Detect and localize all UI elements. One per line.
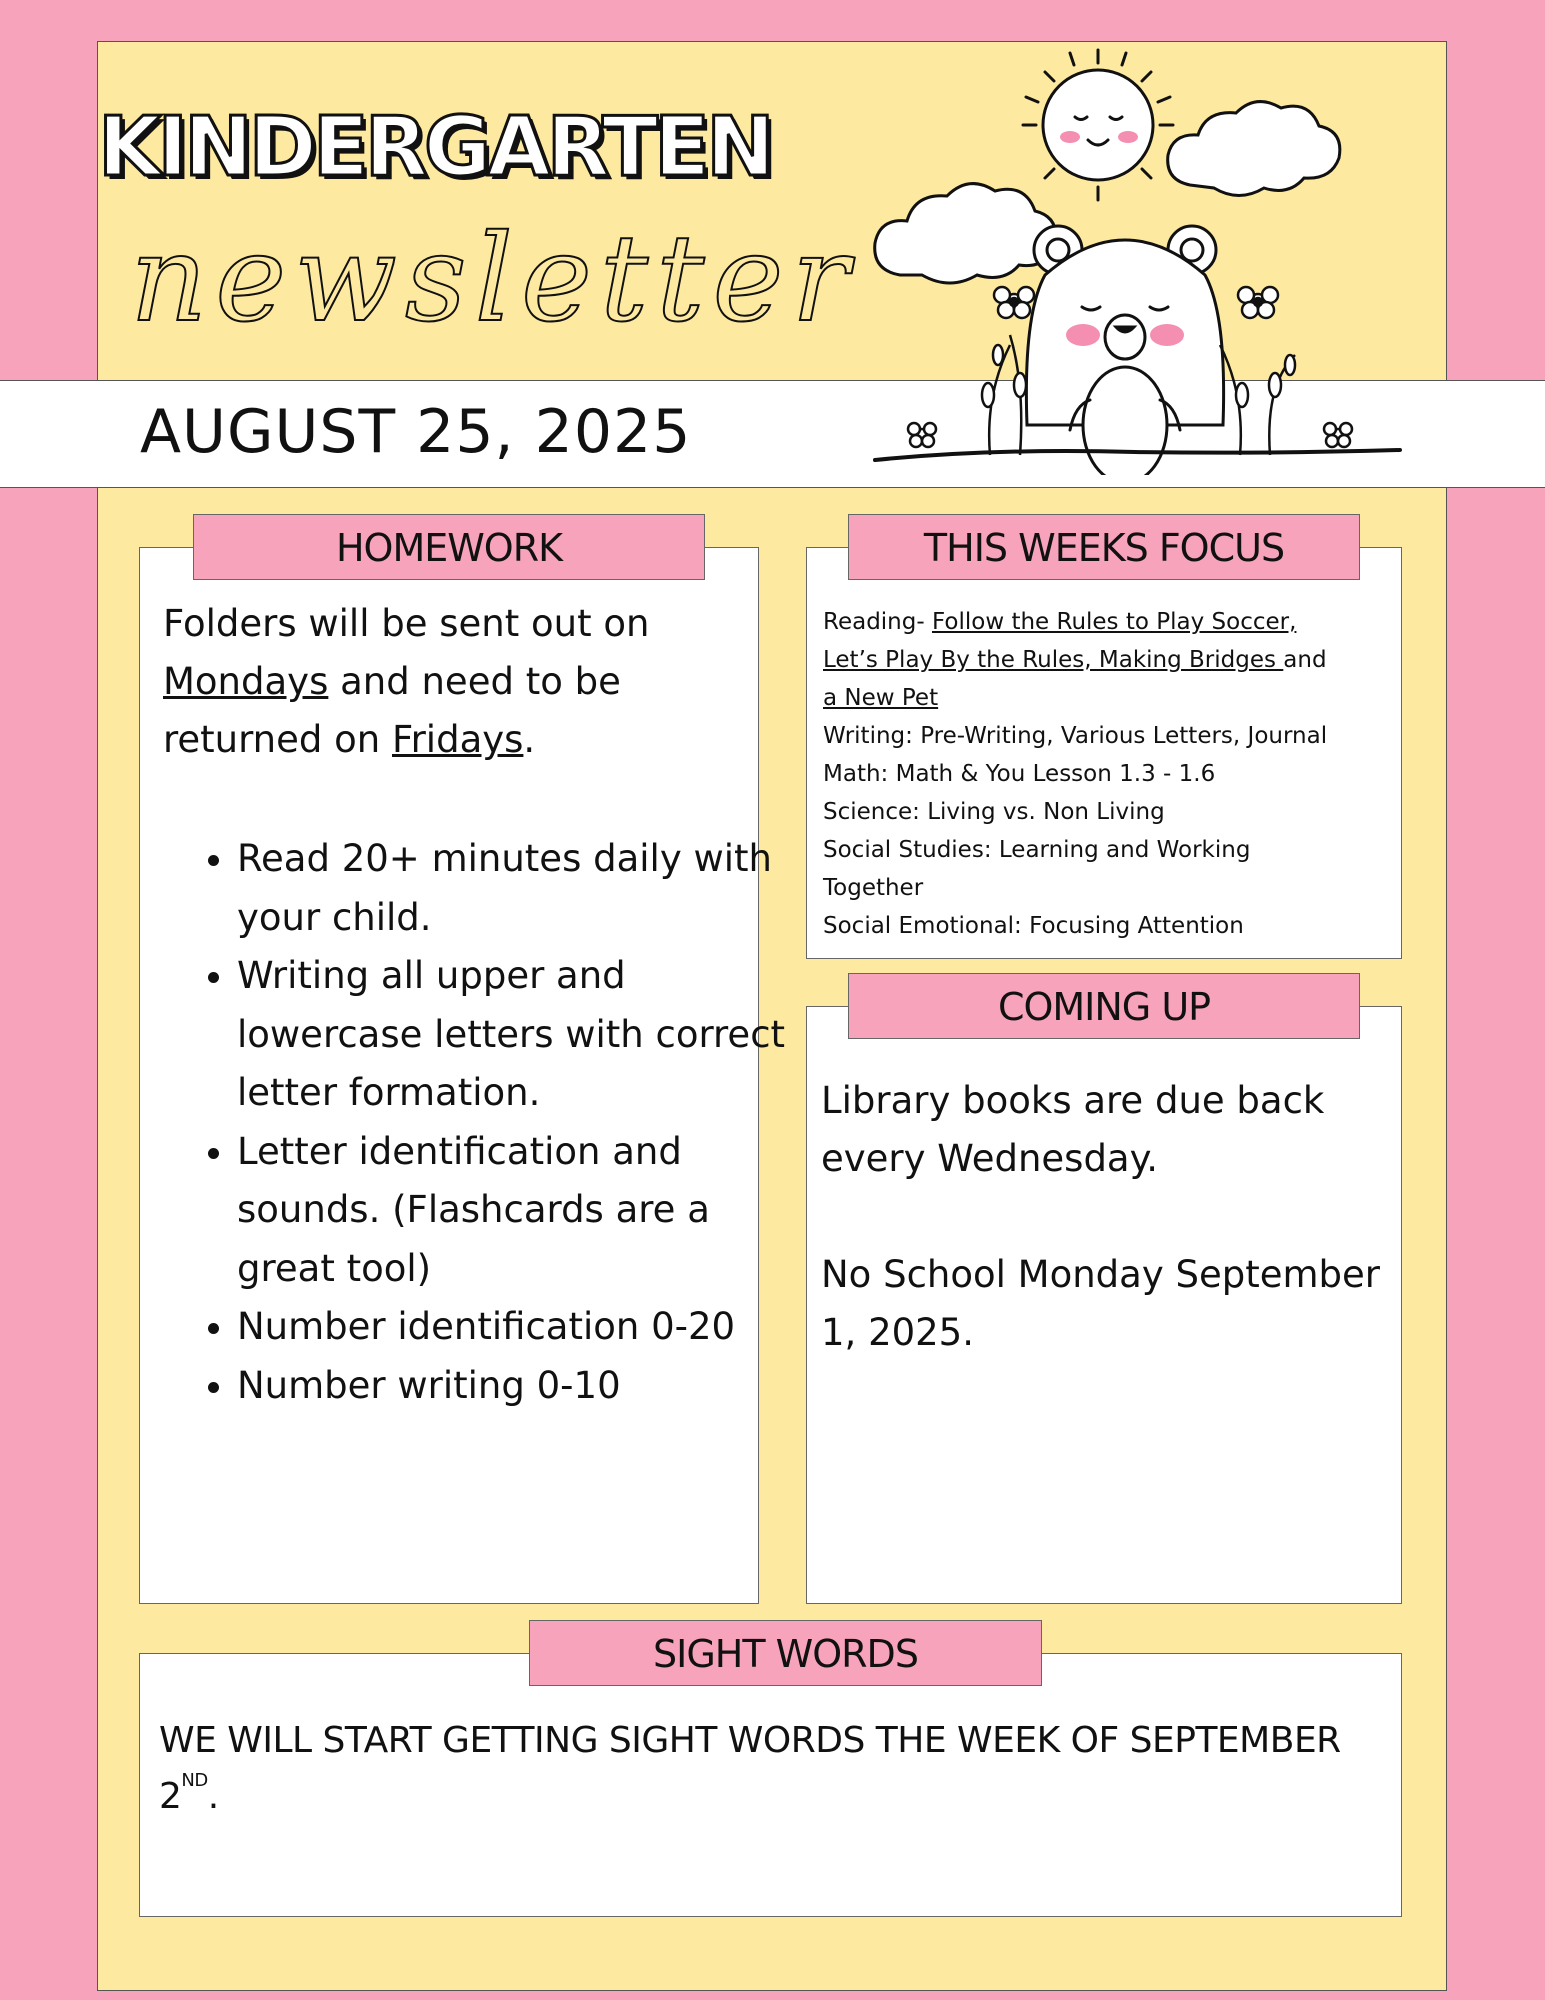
focus-math: Math: Math & You Lesson 1.3 - 1.6	[823, 761, 1216, 787]
list-item: • Number writing 0-10	[237, 1357, 787, 1416]
sun-icon	[1023, 50, 1173, 200]
bear-illustration	[870, 45, 1410, 475]
reading-title-2: Let’s Play By the Rules, Making Bridges	[823, 647, 1284, 673]
bear-icon	[1026, 226, 1223, 475]
list-item: • Letter identification and sounds. (Flashcards are a great tool)	[237, 1123, 787, 1299]
focus-science: Science: Living vs. Non Living	[823, 799, 1165, 825]
sight-words-heading: SIGHT WORDS	[529, 1620, 1042, 1686]
sight-words-content: WE WILL START GETTING SIGHT WORDS THE WEEK OF SEPTEMBER 2ND.	[159, 1720, 1341, 1817]
cloud-icon	[875, 184, 1056, 283]
list-item: • Number identification 0-20	[237, 1298, 787, 1357]
newsletter-date: AUGUST 25, 2025	[140, 397, 692, 467]
reading-title-3: a New Pet	[823, 685, 939, 711]
page-subtitle: newsletter	[130, 210, 857, 349]
cloud-icon	[1168, 102, 1340, 196]
focus-writing: Writing: Pre-Writing, Various Letters, Journal	[823, 723, 1328, 749]
coming-up-content	[821, 1072, 1391, 1362]
coming-up-heading: COMING UP	[848, 973, 1360, 1039]
focus-heading: THIS WEEKS FOCUS	[848, 514, 1360, 580]
focus-social-studies-cont: Together	[823, 875, 924, 901]
ordinal-suffix: ND	[181, 1770, 208, 1791]
reading-title-1: Follow the Rules to Play Soccer,	[931, 609, 1297, 635]
homework-list	[185, 830, 787, 1415]
library-note: Library books are due back every Wednesday.	[821, 1079, 1325, 1180]
page-title: KINDERGARTEN	[98, 100, 771, 195]
homework-heading: HOMEWORK	[193, 514, 705, 580]
list-item: • Read 20+ minutes daily with your child.	[237, 830, 787, 947]
fridays-text: Fridays	[392, 718, 524, 761]
list-item: • Writing all upper and lowercase letters with correct letter formation.	[237, 947, 787, 1123]
focus-content: Reading- Follow the Rules to Play Soccer, Let’s Play By the Rules, Making Bridges and a New Pet Writing: Pre-Writing, Various Letters, Journal Math: Math & You Lesson 1.3 - 1.6 Science: Living vs. Non Living Social Studies: Learning and Working Together Social Emotional: Focusing Attention	[823, 603, 1353, 945]
mondays-text: Mondays	[163, 660, 329, 703]
focus-social-studies: Social Studies: Learning and Working	[823, 837, 1251, 863]
no-school-note: No School Monday September 1, 2025.	[821, 1253, 1381, 1354]
homework-intro: Folders will be sent out on Mondays and need to be returned on Fridays.	[163, 602, 650, 761]
focus-social-emotional: Social Emotional: Focusing Attention	[823, 913, 1244, 939]
